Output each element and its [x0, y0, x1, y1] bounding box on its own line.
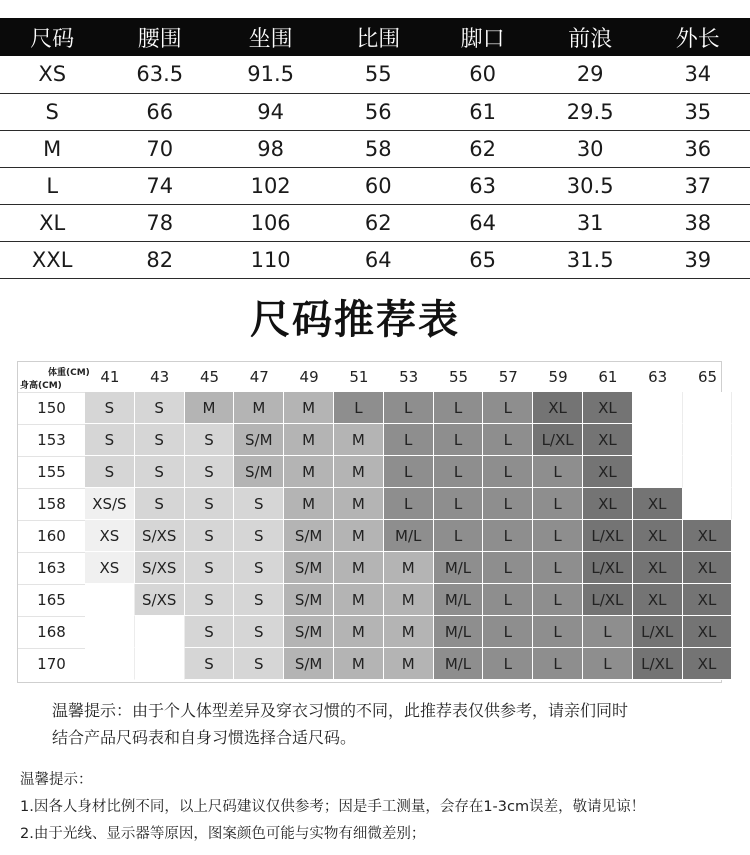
weight-header: 65 — [697, 368, 718, 386]
tip-line: 温馨提示：由于个人体型差异及穿衣习惯的不同，此推荐表仅供参考，请亲们同时 — [52, 701, 629, 720]
measurement-value: 30.5 — [535, 167, 646, 204]
recommend-cell: M/L — [384, 520, 434, 552]
recommend-cell: M — [334, 520, 384, 552]
weight-header: 53 — [399, 368, 419, 386]
weight-header: 57 — [498, 368, 518, 386]
recommend-cell — [85, 616, 135, 648]
recommend-cell: L — [434, 456, 484, 488]
recommend-cell: S — [85, 424, 135, 456]
recommend-cell: S/M — [284, 616, 334, 648]
recommend-cell: L — [434, 520, 484, 552]
weight-header: 63 — [648, 368, 668, 386]
note-item: 2.由于光线、显示器等原因，图案颜色可能与实物有细微差别； — [20, 826, 426, 842]
height-header: 155 — [37, 463, 66, 481]
measurement-value: 60 — [430, 56, 534, 93]
recommend-cell: L — [533, 616, 583, 648]
measurement-value: 37 — [646, 167, 750, 204]
recommend-cell: L — [533, 520, 583, 552]
recommend-cell: M — [284, 488, 334, 520]
measurement-value: 62 — [430, 130, 534, 167]
measurement-value: 98 — [215, 130, 326, 167]
measurement-value: 29.5 — [535, 93, 646, 130]
recommend-cell: L — [384, 456, 434, 488]
measurement-value: 102 — [215, 167, 326, 204]
recommend-cell — [135, 648, 185, 680]
recommend-cell: M/L — [434, 648, 484, 680]
weight-header: 61 — [598, 368, 618, 386]
measurement-value: 39 — [646, 241, 750, 278]
measurement-value: 74 — [104, 167, 215, 204]
recommend-cell: M — [384, 552, 434, 584]
recommend-cell: M/L — [434, 616, 484, 648]
recommend-cell: L/XL — [583, 520, 633, 552]
measurement-value: 58 — [326, 130, 430, 167]
recommend-cell: S — [85, 456, 135, 488]
recommend-cell: XL — [633, 552, 683, 584]
recommend-cell: L — [483, 424, 533, 456]
recommend-cell: S/M — [284, 520, 334, 552]
recommend-cell: XL — [633, 520, 683, 552]
size-header-cell: 脚口 — [430, 18, 534, 56]
tip-line: 结合产品尺码表和自身习惯选择合适尺码。 — [52, 728, 357, 747]
measurement-value: 91.5 — [215, 56, 326, 93]
recommend-cell: M — [334, 488, 384, 520]
recommend-cell: S — [234, 584, 284, 616]
measurement-value: 38 — [646, 204, 750, 241]
measurement-value: 82 — [104, 241, 215, 278]
recommend-cell: XL — [533, 392, 583, 424]
weight-header: 51 — [349, 368, 369, 386]
recommend-cell: XL — [583, 488, 633, 520]
recommend-cell: S/M — [284, 552, 334, 584]
measurement-value: 31.5 — [535, 241, 646, 278]
size-label: XS — [0, 56, 104, 93]
height-header: 168 — [37, 623, 66, 641]
measurement-value: 30 — [535, 130, 646, 167]
recommend-cell: S/M — [234, 424, 284, 456]
size-label: S — [0, 93, 104, 130]
note-item: 1.因各人身材比例不同，以上尺码建议仅供参考；因是手工测量，会存在1-3cm误差，敬请见谅！ — [20, 799, 646, 815]
recommend-cell: L/XL — [583, 584, 633, 616]
recommend-cell: L — [483, 392, 533, 424]
measurement-value: 34 — [646, 56, 750, 93]
recommend-cell: L/XL — [533, 424, 583, 456]
measurement-value: 29 — [535, 56, 646, 93]
measurement-value: 110 — [215, 241, 326, 278]
weight-axis-label: 体重(CM) — [48, 368, 90, 378]
recommend-cell: L — [483, 584, 533, 616]
size-label: M — [0, 130, 104, 167]
table-row — [0, 130, 750, 167]
recommend-cell: S — [234, 488, 284, 520]
table-row — [0, 167, 750, 204]
recommend-cell: L — [334, 392, 384, 424]
recommend-cell: S — [185, 616, 235, 648]
measurement-value: 35 — [646, 93, 750, 130]
recommend-cell: L — [384, 392, 434, 424]
recommend-cell: L — [483, 552, 533, 584]
recommend-cell: M — [284, 456, 334, 488]
recommend-cell — [633, 392, 683, 424]
recommend-cell: S — [185, 488, 235, 520]
recommend-cell: L — [533, 648, 583, 680]
recommend-cell: L/XL — [583, 552, 633, 584]
measurement-value: 70 — [104, 130, 215, 167]
size-header-cell: 腰围 — [104, 18, 215, 56]
recommend-cell: M — [334, 616, 384, 648]
recommend-title: 尺码推荐表 — [250, 297, 460, 343]
recommend-cell: XS — [85, 552, 135, 584]
weight-header: 41 — [100, 368, 120, 386]
measurement-value: 78 — [104, 204, 215, 241]
measurement-value: 31 — [535, 204, 646, 241]
table-row — [0, 241, 750, 278]
notes-section — [20, 767, 745, 848]
recommend-cell: S — [185, 648, 235, 680]
recommend-cell: S — [135, 424, 185, 456]
recommend-cell: L — [483, 456, 533, 488]
height-header: 150 — [37, 399, 66, 417]
recommend-cell: S/XS — [135, 520, 185, 552]
recommend-cell: M/L — [434, 584, 484, 616]
size-header-cell: 比围 — [326, 18, 430, 56]
recommend-cell: S — [185, 552, 235, 584]
recommend-cell: L — [434, 424, 484, 456]
weight-header: 45 — [199, 368, 220, 386]
size-table — [0, 18, 750, 279]
recommend-cell: L — [483, 616, 533, 648]
recommend-cell: S — [185, 520, 235, 552]
recommend-cell: XL — [583, 392, 633, 424]
recommend-cell: L — [583, 616, 633, 648]
recommend-tip — [52, 697, 712, 751]
recommend-cell: XL — [633, 584, 683, 616]
measurement-value: 55 — [326, 56, 430, 93]
recommend-cell: L — [533, 456, 583, 488]
measurement-value: 61 — [430, 93, 534, 130]
recommend-cell: S/XS — [135, 584, 185, 616]
height-header: 153 — [37, 431, 66, 449]
recommend-cell — [683, 456, 733, 488]
table-row — [0, 56, 750, 93]
size-header-cell: 尺码 — [0, 18, 104, 56]
table-row — [0, 93, 750, 130]
height-axis-label: 身高(CM) — [20, 381, 62, 391]
recommend-cell: M — [384, 616, 434, 648]
recommend-cell: S — [135, 456, 185, 488]
recommend-cell: S — [185, 584, 235, 616]
measurement-value: 56 — [326, 93, 430, 130]
size-header-cell: 前浪 — [535, 18, 646, 56]
height-header: 170 — [37, 655, 66, 673]
recommend-cell: L — [483, 520, 533, 552]
recommend-cell: XL — [683, 584, 733, 616]
recommend-cell — [85, 584, 135, 616]
size-label: XXL — [0, 241, 104, 278]
recommend-cell: S — [234, 616, 284, 648]
recommend-cell: L — [533, 584, 583, 616]
recommend-cell: M — [334, 584, 384, 616]
weight-header: 47 — [249, 368, 269, 386]
size-label: XL — [0, 204, 104, 241]
recommend-cell: L — [384, 488, 434, 520]
height-header: 163 — [37, 559, 66, 577]
recommend-cell: S — [135, 488, 185, 520]
size-table-body — [0, 56, 750, 278]
recommend-cell: L — [483, 648, 533, 680]
recommend-cell — [683, 488, 733, 520]
recommend-grid — [17, 361, 722, 683]
recommend-cell: L — [483, 488, 533, 520]
recommend-cell: S — [185, 456, 235, 488]
recommend-cell: XL — [583, 456, 633, 488]
recommend-cell: M — [234, 392, 284, 424]
recommend-cell: XL — [683, 520, 733, 552]
recommend-cell: S — [234, 648, 284, 680]
recommend-cell: XL — [683, 552, 733, 584]
recommend-cell: L/XL — [633, 616, 683, 648]
size-table-header — [0, 18, 750, 56]
weight-header: 43 — [150, 368, 170, 386]
measurement-value: 63 — [430, 167, 534, 204]
measurement-value: 66 — [104, 93, 215, 130]
recommend-cell — [633, 424, 683, 456]
recommend-cell: M — [334, 456, 384, 488]
recommend-cell: M — [185, 392, 235, 424]
recommend-cell: M — [334, 648, 384, 680]
recommend-cell: S/M — [234, 456, 284, 488]
measurement-value: 63.5 — [104, 56, 215, 93]
recommend-cell: M/L — [434, 552, 484, 584]
recommend-cell: M — [334, 552, 384, 584]
height-header: 158 — [37, 495, 66, 513]
size-label: L — [0, 167, 104, 204]
recommend-cell: L/XL — [633, 648, 683, 680]
size-header-cell: 外长 — [646, 18, 750, 56]
recommend-cell — [85, 648, 135, 680]
recommend-cell: L — [583, 648, 633, 680]
table-row — [0, 204, 750, 241]
recommend-cell: L — [384, 424, 434, 456]
recommend-cell: XL — [683, 616, 733, 648]
recommend-cell: S/XS — [135, 552, 185, 584]
recommend-cell: L — [434, 488, 484, 520]
recommend-cell — [135, 616, 185, 648]
recommend-cell: XL — [683, 648, 733, 680]
recommend-cell: XL — [583, 424, 633, 456]
weight-header: 59 — [548, 368, 568, 386]
notes-heading: 温馨提示： — [20, 772, 93, 788]
recommend-cell: XS — [85, 520, 135, 552]
recommend-cell: L — [533, 552, 583, 584]
recommend-cell: S — [185, 424, 235, 456]
measurement-value: 62 — [326, 204, 430, 241]
recommend-cell: S — [234, 520, 284, 552]
measurement-value: 36 — [646, 130, 750, 167]
measurement-value: 60 — [326, 167, 430, 204]
height-header: 165 — [37, 591, 66, 609]
recommend-cell: XS/S — [85, 488, 135, 520]
recommend-cell: M — [284, 424, 334, 456]
recommend-cell: S/M — [284, 648, 334, 680]
recommend-cell: M — [384, 648, 434, 680]
recommend-cell: S — [135, 392, 185, 424]
weight-header: 49 — [299, 368, 319, 386]
size-header-cell: 坐围 — [215, 18, 326, 56]
recommend-cell: S — [85, 392, 135, 424]
recommend-cell: M — [384, 584, 434, 616]
measurement-value: 64 — [326, 241, 430, 278]
recommend-cell: M — [284, 392, 334, 424]
recommend-cell: L — [434, 392, 484, 424]
measurement-value: 106 — [215, 204, 326, 241]
recommend-cell — [633, 456, 683, 488]
recommend-cell — [683, 392, 733, 424]
height-header: 160 — [37, 527, 66, 545]
measurement-value: 94 — [215, 93, 326, 130]
measurement-value: 64 — [430, 204, 534, 241]
recommend-cell: XL — [633, 488, 683, 520]
recommend-cell: M — [334, 424, 384, 456]
recommend-cell: L — [533, 488, 583, 520]
recommend-cell — [683, 424, 733, 456]
weight-header: 55 — [448, 368, 469, 386]
measurement-value: 65 — [430, 241, 534, 278]
recommend-cell: S/M — [284, 584, 334, 616]
recommend-cell: S — [234, 552, 284, 584]
